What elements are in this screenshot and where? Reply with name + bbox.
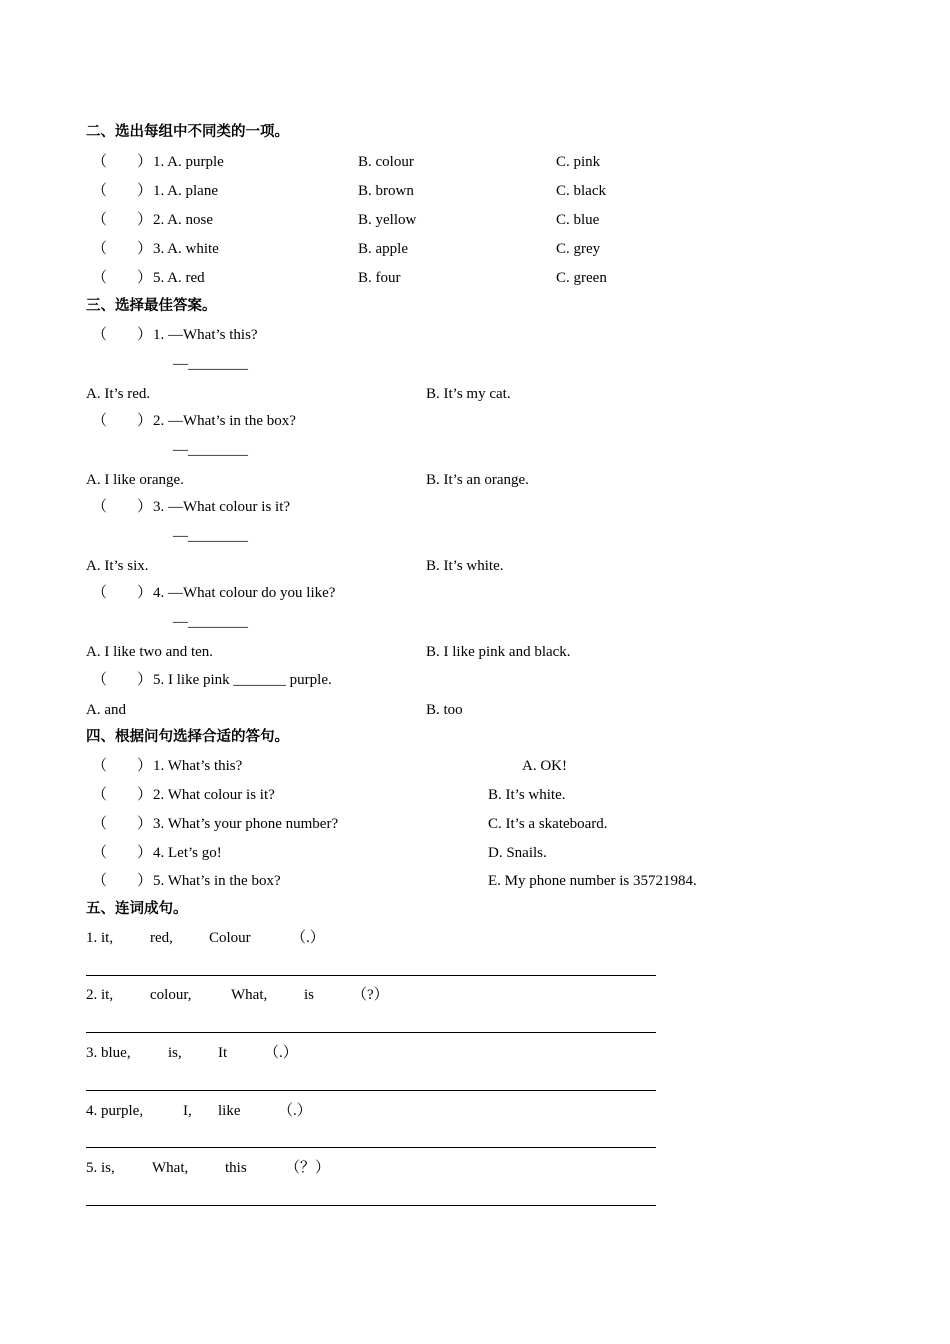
answer-blank[interactable]: —________	[173, 356, 248, 372]
option-c: C. black	[556, 183, 606, 199]
punctuation-hint: （?）	[352, 987, 389, 1003]
answer-option: C. It’s a skateboard.	[488, 816, 608, 832]
option-b: B. brown	[358, 183, 414, 199]
option-a: 5. A. red	[153, 270, 205, 286]
answer-line[interactable]	[86, 975, 656, 976]
option-a: A. and	[86, 702, 126, 718]
question-text: 4. Let’s go!	[153, 845, 222, 861]
answer-paren[interactable]: （ ）	[92, 212, 153, 228]
option-b: B. apple	[358, 241, 408, 257]
option-b: B. It’s my cat.	[426, 386, 511, 402]
section4-title: 四、根据问句选择合适的答句。	[86, 729, 289, 745]
answer-paren[interactable]: （ ）	[92, 241, 153, 257]
word-item: 5. is,	[86, 1160, 115, 1176]
word-item: this	[225, 1160, 247, 1176]
option-a: A. I like two and ten.	[86, 644, 214, 660]
option-c: C. blue	[556, 212, 600, 228]
answer-line[interactable]	[86, 1090, 656, 1091]
option-a: A. I like orange.	[86, 472, 184, 488]
answer-paren[interactable]: （ ）	[92, 816, 153, 832]
answer-blank[interactable]: —________	[173, 528, 248, 544]
word-item: like	[218, 1103, 241, 1119]
question-text: 5. What’s in the box?	[153, 873, 281, 889]
answer-option: B. It’s white.	[488, 787, 566, 803]
question-text: 4. —What colour do you like?	[153, 585, 336, 601]
option-a: 3. A. white	[153, 241, 219, 257]
answer-paren[interactable]: （ ）	[92, 183, 153, 199]
option-b: B. It’s white.	[426, 558, 504, 574]
punctuation-hint: （.）	[264, 1045, 298, 1061]
section3-title: 三、选择最佳答案。	[86, 298, 217, 314]
word-item: colour,	[150, 987, 192, 1003]
option-a: 1. A. plane	[153, 183, 218, 199]
option-b: B. yellow	[358, 212, 417, 228]
word-item: 3. blue,	[86, 1045, 131, 1061]
question-text: 3. What’s your phone number?	[153, 816, 339, 832]
word-item: red,	[150, 930, 173, 946]
answer-paren[interactable]: （ ）	[92, 413, 153, 429]
option-b: B. too	[426, 702, 463, 718]
answer-option: D. Snails.	[488, 845, 547, 861]
answer-paren[interactable]: （ ）	[92, 758, 153, 774]
answer-line[interactable]	[86, 1205, 656, 1206]
word-item: 2. it,	[86, 987, 114, 1003]
answer-paren[interactable]: （ ）	[92, 672, 153, 688]
question-text: 2. What colour is it?	[153, 787, 275, 803]
word-item: 1. it,	[86, 930, 114, 946]
question-text: 5. I like pink _______ purple.	[153, 672, 332, 688]
option-b: B. colour	[358, 154, 414, 170]
option-a: 1. A. purple	[153, 154, 224, 170]
word-item: What,	[152, 1160, 189, 1176]
punctuation-hint: （.）	[291, 930, 325, 946]
option-c: C. green	[556, 270, 607, 286]
answer-line[interactable]	[86, 1032, 656, 1033]
option-c: C. pink	[556, 154, 601, 170]
word-item: What,	[231, 987, 268, 1003]
word-item: is,	[168, 1045, 182, 1061]
question-text: 3. —What colour is it?	[153, 499, 291, 515]
option-c: C. grey	[556, 241, 601, 257]
answer-option: E. My phone number is 35721984.	[488, 873, 697, 889]
section5-title: 五、连词成句。	[86, 901, 188, 917]
answer-blank[interactable]: —________	[173, 442, 248, 458]
question-text: 1. What’s this?	[153, 758, 243, 774]
answer-blank[interactable]: —________	[173, 614, 248, 630]
option-a: 2. A. nose	[153, 212, 213, 228]
punctuation-hint: （.）	[278, 1103, 312, 1119]
answer-paren[interactable]: （ ）	[92, 585, 153, 601]
word-item: is	[304, 987, 315, 1003]
answer-paren[interactable]: （ ）	[92, 499, 153, 515]
option-b: B. I like pink and black.	[426, 644, 571, 660]
answer-paren[interactable]: （ ）	[92, 270, 153, 286]
question-text: 2. —What’s in the box?	[153, 413, 296, 429]
option-b: B. It’s an orange.	[426, 472, 529, 488]
word-item: It	[218, 1045, 228, 1061]
section2-title: 二、选出每组中不同类的一项。	[86, 124, 289, 140]
punctuation-hint: （？）	[285, 1160, 331, 1176]
answer-paren[interactable]: （ ）	[92, 327, 153, 343]
answer-paren[interactable]: （ ）	[92, 787, 153, 803]
answer-paren[interactable]: （ ）	[92, 873, 153, 889]
word-item: I,	[183, 1103, 192, 1119]
option-a: A. It’s six.	[86, 558, 149, 574]
option-a: A. It’s red.	[86, 386, 151, 402]
question-text: 1. —What’s this?	[153, 327, 258, 343]
answer-line[interactable]	[86, 1147, 656, 1148]
answer-paren[interactable]: （ ）	[92, 154, 153, 170]
answer-option: A. OK!	[522, 758, 567, 774]
word-item: Colour	[209, 930, 251, 946]
answer-paren[interactable]: （ ）	[92, 845, 153, 861]
option-b: B. four	[358, 270, 401, 286]
word-item: 4. purple,	[86, 1103, 144, 1119]
